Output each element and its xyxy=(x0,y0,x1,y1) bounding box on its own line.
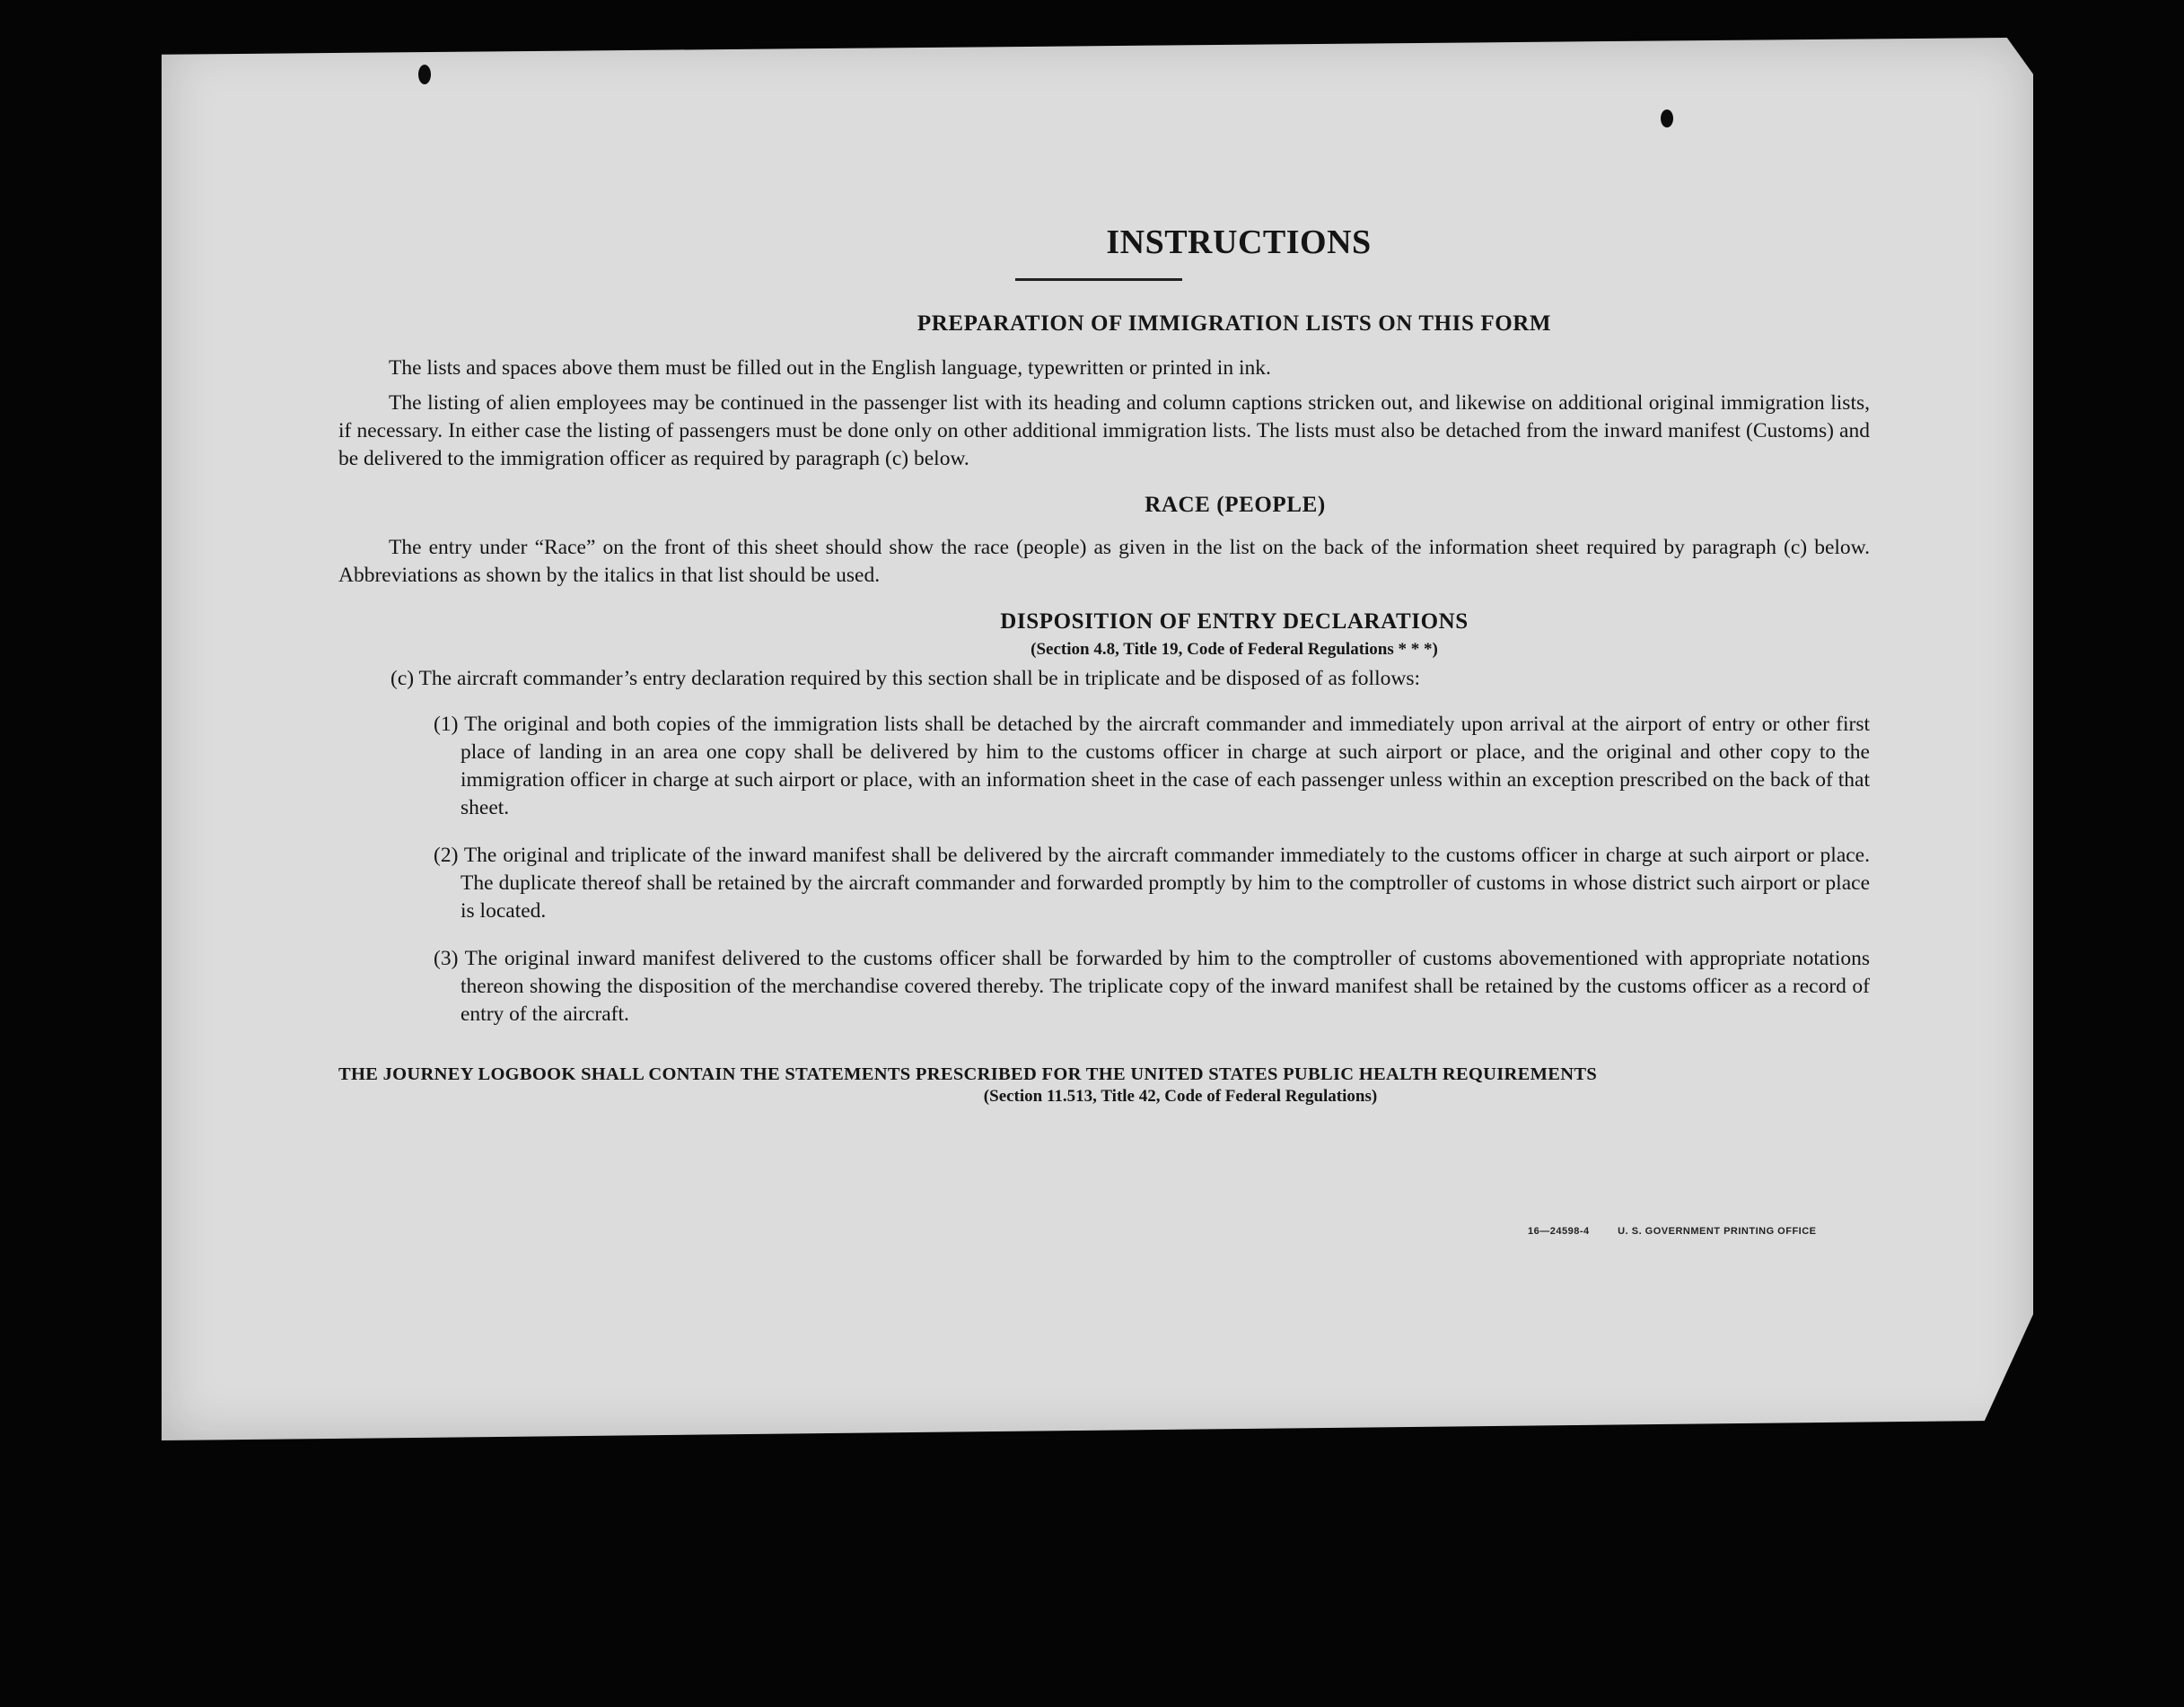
disposition-item-2: (2) The original and triplicate of the inward manifest shall be delivered by the aircraft commander immediately to the customs officer in charge at such airport or place. The duplicate thereof shall be retained by the aircraft commander and forwarded promptly by him to the comptroller of customs in whose district such airport or place is located. xyxy=(434,844,1870,923)
title-rule xyxy=(1015,278,1182,281)
printer-imprint xyxy=(1528,1226,1817,1237)
race-paragraph: The entry under “Race” on the front of this sheet should show the race (people) as given in the list on the back of the information sheet required by paragraph (c) below. Abbreviations as shown by the italics in that list should be used. xyxy=(338,536,1870,587)
disposition-item-3: (3) The original inward manifest delivered to the customs officer shall be forwarded by him to the comptroller of customs abovementioned with appropriate notations thereon showing the disposition of the merchandise covered thereby. The triplicate copy of the inward manifest shall be retained by the customs officer as a record of entry of the aircraft. xyxy=(434,947,1870,1026)
preparation-heading: PREPARATION OF IMMIGRATION LISTS ON THIS FORM xyxy=(917,311,1552,336)
disposition-lead: (c) The aircraft commander’s entry declaration required by this section shall be in triplicate and be disposed of as follows: xyxy=(390,667,1420,690)
instructions-content xyxy=(338,223,1870,1107)
preparation-paragraph-1: The lists and spaces above them must be filled out in the English language, typewritten or printed in ink. xyxy=(389,356,1271,380)
race-heading: RACE (PEOPLE) xyxy=(1145,493,1326,517)
disposition-citation: (Section 4.8, Title 19, Code of Federal Regulations * * *) xyxy=(1031,640,1438,659)
printer-name: U. S. GOVERNMENT PRINTING OFFICE xyxy=(1618,1226,1817,1237)
document-title: INSTRUCTIONS xyxy=(1106,223,1372,261)
punch-hole xyxy=(418,65,431,84)
logbook-citation: (Section 11.513, Title 42, Code of Federal Regulations) xyxy=(983,1087,1378,1106)
disposition-item-1: (1) The original and both copies of the immigration lists shall be detached by the aircraft commander and immediately upon arrival at the airport of entry or other first place of landing in an area one copy shall be delivered by him to the customs officer in charge at such airport or place, and the original and other copy to the immigration officer in charge at such airport or place, with an information sheet in the case of each passenger unless within an exception prescribed on the back of that sheet. xyxy=(434,713,1870,819)
logbook-heading: THE JOURNEY LOGBOOK SHALL CONTAIN THE STATEMENTS PRESCRIBED FOR THE UNITED STATES PUBLIC HEALTH REQUIREMENTS xyxy=(338,1064,1598,1084)
preparation-paragraph-2: The listing of alien employees may be continued in the passenger list with its heading and column captions stricken out, and likewise on additional original immigration lists, if necessary. In either case the listing of passengers must be done only on other additional immigration lists. The lists must also be detached from the inward manifest (Customs) and be delivered to the immigration officer as required by paragraph (c) below. xyxy=(338,391,1870,470)
punch-hole xyxy=(1661,109,1673,127)
form-number: 16—24598-4 xyxy=(1528,1226,1590,1237)
disposition-heading: DISPOSITION OF ENTRY DECLARATIONS xyxy=(1000,609,1469,634)
